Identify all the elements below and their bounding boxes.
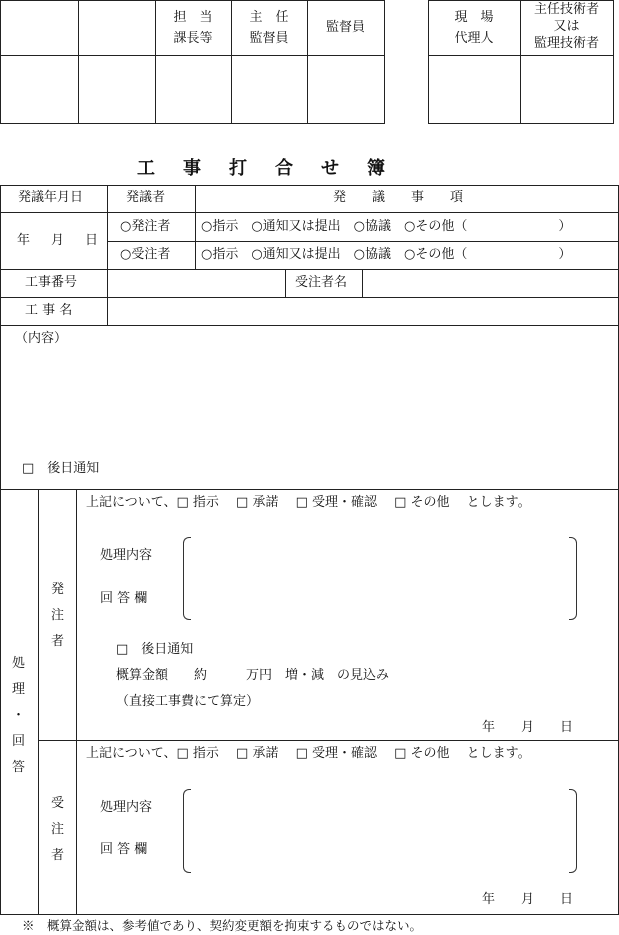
work-name-field[interactable] bbox=[108, 298, 618, 325]
contractor-answer-field[interactable] bbox=[195, 792, 565, 870]
contractor-response-date[interactable]: 年 月 日 bbox=[482, 892, 574, 907]
processing-response-label: 処 理 ・ 回 答 bbox=[12, 656, 26, 775]
client-answer-column-label: 回 答 欄 bbox=[100, 591, 148, 606]
form-title: 工事打合せ簿 bbox=[137, 158, 413, 179]
work-name-label: 工 事 名 bbox=[25, 303, 73, 318]
later-notice-checkbox[interactable]: □ 後日通知 bbox=[22, 461, 100, 476]
matter-options-row-2[interactable]: ○指示 ○通知又は提出 ○協議 ○その他（ ） bbox=[201, 247, 572, 262]
work-number-field[interactable] bbox=[108, 270, 285, 297]
client-response-label: 発 注 者 bbox=[51, 582, 65, 649]
stamp-header-supervisor: 監督員 bbox=[325, 20, 365, 36]
client-answer-bracket-left bbox=[183, 537, 191, 620]
header-initiator: 発議者 bbox=[126, 190, 166, 205]
contractor-answer-bracket-left bbox=[183, 789, 191, 873]
work-number-label: 工事番号 bbox=[25, 275, 78, 290]
estimate-amount-line: 概算金額 約 万円 増・減 の見込み bbox=[116, 668, 390, 683]
content-label: （内容） bbox=[15, 331, 68, 346]
stamp-header-chief-supervisor: 主 任 監督員 bbox=[249, 9, 289, 46]
client-response-date[interactable]: 年 月 日 bbox=[482, 720, 574, 735]
client-answer-bracket-right bbox=[569, 537, 577, 620]
header-matters: 発 議 事 項 bbox=[333, 190, 464, 205]
client-processing-content-label: 処理内容 bbox=[100, 548, 153, 563]
estimate-amount-note: （直接工事費にて算定） bbox=[116, 694, 260, 709]
content-area[interactable] bbox=[1, 348, 618, 456]
initiator-client-option[interactable]: ○発注者 bbox=[120, 219, 171, 234]
matter-options-row-1[interactable]: ○指示 ○通知又は提出 ○協議 ○その他（ ） bbox=[201, 219, 572, 234]
client-answer-field[interactable] bbox=[195, 540, 565, 617]
stamp-header-section-chief: 担 当 課長等 bbox=[173, 9, 213, 46]
client-decision-options[interactable]: 上記について、□ 指示 □ 承諾 □ 受理・確認 □ その他 とします。 bbox=[86, 495, 531, 510]
contractor-decision-options[interactable]: 上記について、□ 指示 □ 承諾 □ 受理・確認 □ その他 とします。 bbox=[86, 746, 531, 761]
initiator-contractor-option[interactable]: ○受注者 bbox=[120, 247, 171, 262]
contractor-processing-content-label: 処理内容 bbox=[100, 800, 153, 815]
stamp-header-chief-engineer: 主任技術者 又は 監理技術者 bbox=[533, 2, 599, 51]
contractor-answer-column-label: 回 答 欄 bbox=[100, 842, 148, 857]
stamp-header-site-agent: 現 場 代理人 bbox=[454, 9, 494, 46]
header-initiation-date: 発議年月日 bbox=[18, 190, 84, 205]
contractor-response-label: 受 注 者 bbox=[51, 796, 65, 863]
client-later-notice-checkbox[interactable]: □ 後日通知 bbox=[116, 642, 194, 657]
contractor-name-field[interactable] bbox=[363, 270, 618, 297]
date-field[interactable]: 年 月 日 bbox=[17, 233, 103, 248]
footnote: ※ 概算金額は、参考値であり、契約変更額を拘束するものではない。 bbox=[22, 918, 423, 933]
contractor-answer-bracket-right bbox=[569, 789, 577, 873]
contractor-name-label: 受注者名 bbox=[295, 275, 348, 290]
